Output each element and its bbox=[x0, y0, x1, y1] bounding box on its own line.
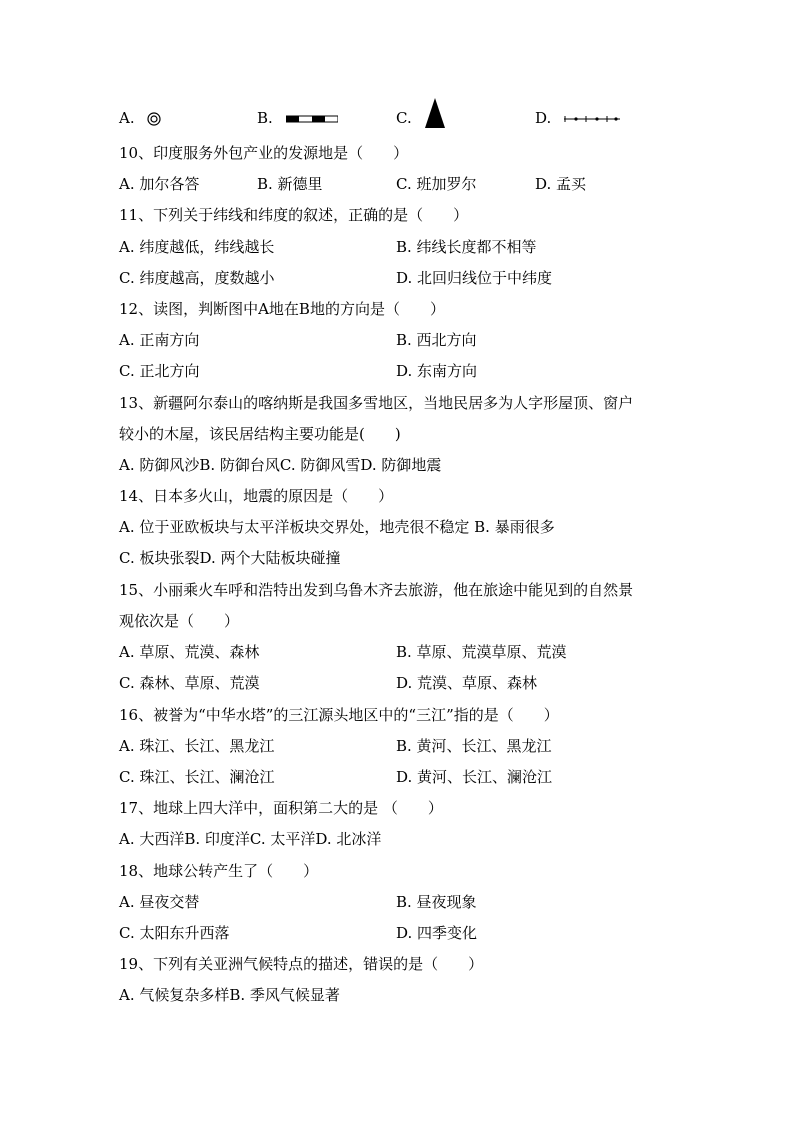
q12-option-a: A. 正南方向 bbox=[119, 331, 200, 349]
q18-option-b: B. 昼夜现象 bbox=[396, 893, 477, 911]
q18-stem: 18、地球公转产生了（ ） bbox=[119, 862, 319, 880]
q16-option-d: D. 黄河、长江、澜沧江 bbox=[396, 768, 553, 786]
option-letter: C. bbox=[396, 109, 412, 127]
q9-option-b bbox=[257, 108, 338, 128]
q19-options: A. 气候复杂多样B. 季风气候显著 bbox=[119, 986, 340, 1004]
q15-option-a: A. 草原、荒漠、森林 bbox=[119, 643, 260, 661]
q9-option-a bbox=[119, 108, 161, 128]
q16-stem: 16、被誉为“中华水塔”的三江源头地区中的“三江”指的是（ ） bbox=[119, 706, 559, 724]
q10-option-d: D. 孟买 bbox=[535, 175, 587, 193]
concentric-circle-icon bbox=[147, 112, 161, 126]
q10-stem: 10、印度服务外包产业的发源地是（ ） bbox=[119, 144, 409, 162]
q12-option-d: D. 东南方向 bbox=[396, 362, 478, 380]
q15-stem-line1: 15、小丽乘火车呼和浩特出发到乌鲁木齐去旅游，他在旅途中能见到的自然景 bbox=[119, 581, 634, 599]
q17-options: A. 大西洋B. 印度洋C. 太平洋D. 北冰洋 bbox=[119, 830, 382, 848]
q18-option-d: D. 四季变化 bbox=[396, 924, 478, 942]
q11-stem: 11、下列关于纬线和纬度的叙述，正确的是（ ） bbox=[119, 206, 469, 224]
option-letter: A. bbox=[119, 109, 135, 127]
q14-options-line2: C. 板块张裂D. 两个大陆板块碰撞 bbox=[119, 549, 341, 567]
q15-option-c: C. 森林、草原、荒漠 bbox=[119, 674, 260, 692]
q13-stem-line2: 较小的木屋，该民居结构主要功能是( ) bbox=[119, 425, 401, 443]
boundary-line-icon bbox=[564, 115, 620, 123]
q14-options-line1: A. 位于亚欧板块与太平洋板块交界处，地壳很不稳定 B. 暴雨很多 bbox=[119, 518, 555, 536]
q13-options: A. 防御风沙B. 防御台风C. 防御风雪D. 防御地震 bbox=[119, 456, 442, 474]
mountain-peak-icon bbox=[425, 98, 445, 128]
q12-option-c: C. 正北方向 bbox=[119, 362, 200, 380]
q11-option-b: B. 纬线长度都不相等 bbox=[396, 238, 537, 256]
q9-option-c bbox=[396, 108, 445, 128]
q12-stem: 12、读图，判断图中A地在B地的方向是（ ） bbox=[119, 300, 445, 318]
q16-option-c: C. 珠江、长江、澜沧江 bbox=[119, 768, 275, 786]
q11-option-a: A. 纬度越低，纬线越长 bbox=[119, 238, 275, 256]
q9-option-d bbox=[535, 108, 620, 128]
q15-option-d: D. 荒漠、草原、森林 bbox=[396, 674, 538, 692]
q11-option-c: C. 纬度越高，度数越小 bbox=[119, 269, 275, 287]
q16-option-a: A. 珠江、长江、黑龙江 bbox=[119, 737, 275, 755]
q13-stem-line1: 13、新疆阿尔泰山的喀纳斯是我国多雪地区，当地民居多为人字形屋顶、窗户 bbox=[119, 394, 634, 412]
q10-option-c: C. 班加罗尔 bbox=[396, 175, 477, 193]
q16-option-b: B. 黄河、长江、黑龙江 bbox=[396, 737, 552, 755]
q12-option-b: B. 西北方向 bbox=[396, 331, 477, 349]
q19-stem: 19、下列有关亚洲气候特点的描述，错误的是（ ） bbox=[119, 955, 484, 973]
option-letter: B. bbox=[257, 109, 273, 127]
q10-option-a: A. 加尔各答 bbox=[119, 175, 200, 193]
q17-stem: 17、地球上四大洋中，面积第二大的是 （ ） bbox=[119, 799, 443, 817]
q15-stem-line2: 观依次是（ ） bbox=[119, 612, 240, 630]
railway-symbol-icon bbox=[286, 115, 338, 123]
q11-option-d: D. 北回归线位于中纬度 bbox=[396, 269, 553, 287]
q10-option-b: B. 新德里 bbox=[257, 175, 323, 193]
q14-stem: 14、日本多火山，地震的原因是（ ） bbox=[119, 487, 394, 505]
q18-option-a: A. 昼夜交替 bbox=[119, 893, 200, 911]
q18-option-c: C. 太阳东升西落 bbox=[119, 924, 230, 942]
option-letter: D. bbox=[535, 109, 552, 127]
q15-option-b: B. 草原、荒漠草原、荒漠 bbox=[396, 643, 567, 661]
